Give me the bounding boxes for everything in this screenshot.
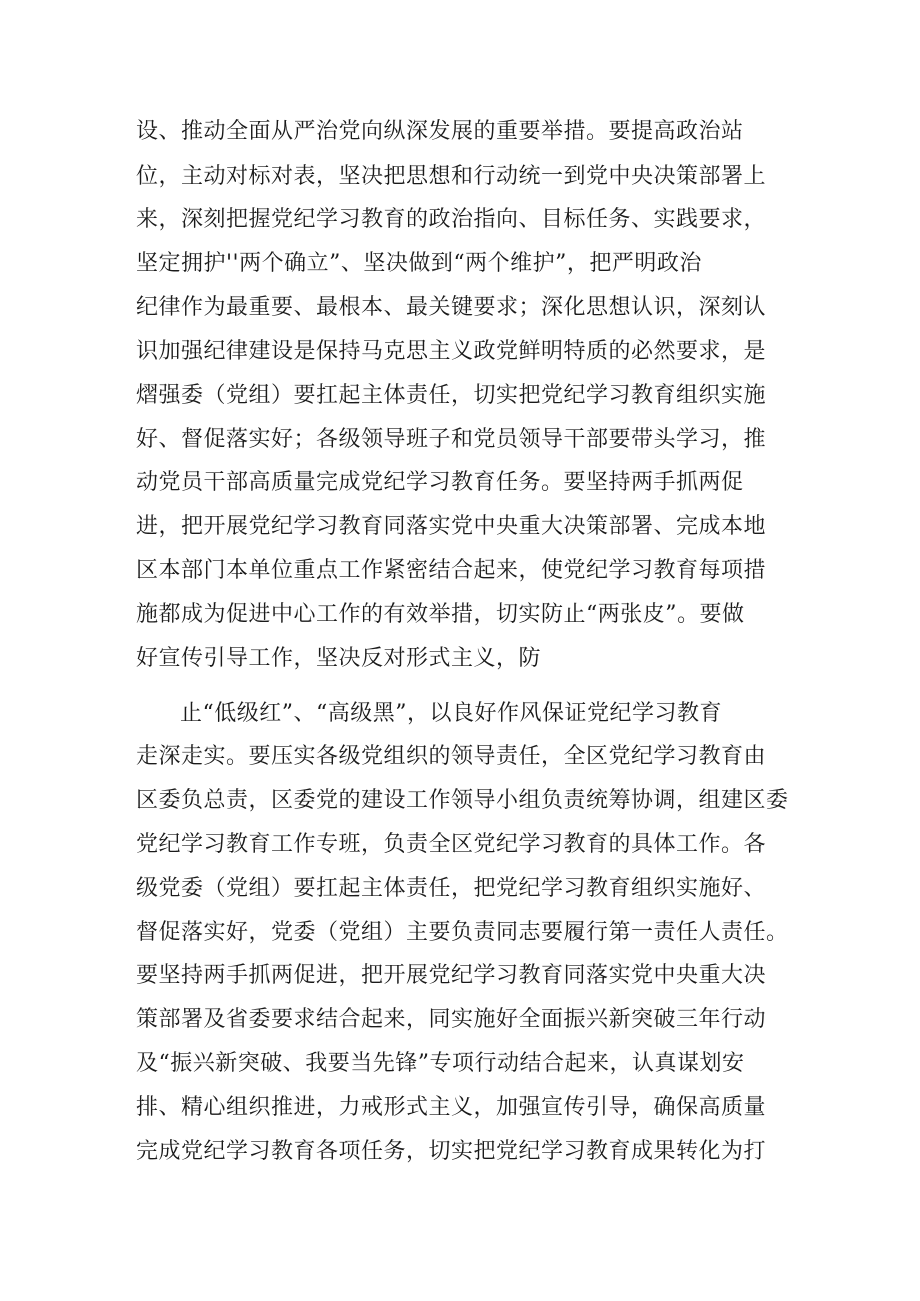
text-line: 党纪学习教育工作专班，负责全区党纪学习教育的具体工作。各	[136, 832, 767, 857]
text-line: 完成党纪学习教育各项任务，切实把党纪学习教育成果转化为打	[136, 1139, 767, 1164]
text-line: 区本部门本单位重点工作紧密结合起来，使党纪学习教育每项措	[136, 558, 767, 583]
text-line: 级党委（党组）要扛起主体责任，把党纪学习教育组织实施好、	[136, 876, 767, 901]
text-line: 纪律作为最重要、最根本、最关键要求；深化思想认识，深刻认	[136, 295, 767, 320]
text-line: 坚定拥护''两个确立”、坚决做到“两个维护”，把严明政治	[136, 251, 702, 276]
text-line: 识加强纪律建设是保持马克思主义政党鲜明特质的必然要求，是	[136, 339, 767, 364]
text-line: 走深走实。要压实各级党组织的领导责任，全区党纪学习教育由	[136, 744, 767, 769]
text-line: 熠强委（党组）要扛起主体责任，切实把党纪学习教育组织实施	[136, 383, 767, 408]
text-line: 要坚持两手抓两促进，把开展党纪学习教育同落实党中央重大决	[136, 963, 767, 988]
text-line: 督促落实好，党委（党组）主要负责同志要履行第一责任人责任。	[136, 920, 789, 945]
text-line: 来，深刻把握党纪学习教育的政治指向、目标任务、实践要求，	[136, 207, 767, 232]
text-line: 好、督促落实好；各级领导班子和党员领导干部要带头学习，推	[136, 427, 767, 452]
text-line: 及“振兴新突破、我要当先锋”专项行动结合起来，认真谋划安	[136, 1051, 745, 1076]
text-line: 动党员干部高质量完成党纪学习教育任务。要坚持两手抓两促	[136, 470, 744, 495]
text-line: 进，把开展党纪学习教育同落实党中央重大决策部署、完成本地	[136, 514, 767, 539]
text-line: 施都成为促进中心工作的有效举措，切实防止“两张皮”。要做	[136, 602, 745, 627]
text-line: 位，主动对标对表，坚决把思想和行动统一到党中央决策部署上	[136, 164, 767, 189]
text-line: 排、精心组织推进，力戒形式主义，加强宣传引导，确保高质量	[136, 1095, 767, 1120]
text-line: 区委负总责，区委党的建设工作领导小组负责统筹协调，组建区委	[136, 788, 789, 813]
text-line: 策部署及省委要求结合起来，同实施好全面振兴新突破三年行动	[136, 1007, 767, 1032]
text-line: 好宣传引导工作，坚决反对形式主义，防	[136, 646, 542, 671]
text-line: 止“低级红”、“高级黑”，以良好作风保证党纪学习教育	[180, 701, 722, 726]
text-line: 设、推动全面从严治党向纵深发展的重要举措。要提高政治站	[136, 119, 744, 144]
